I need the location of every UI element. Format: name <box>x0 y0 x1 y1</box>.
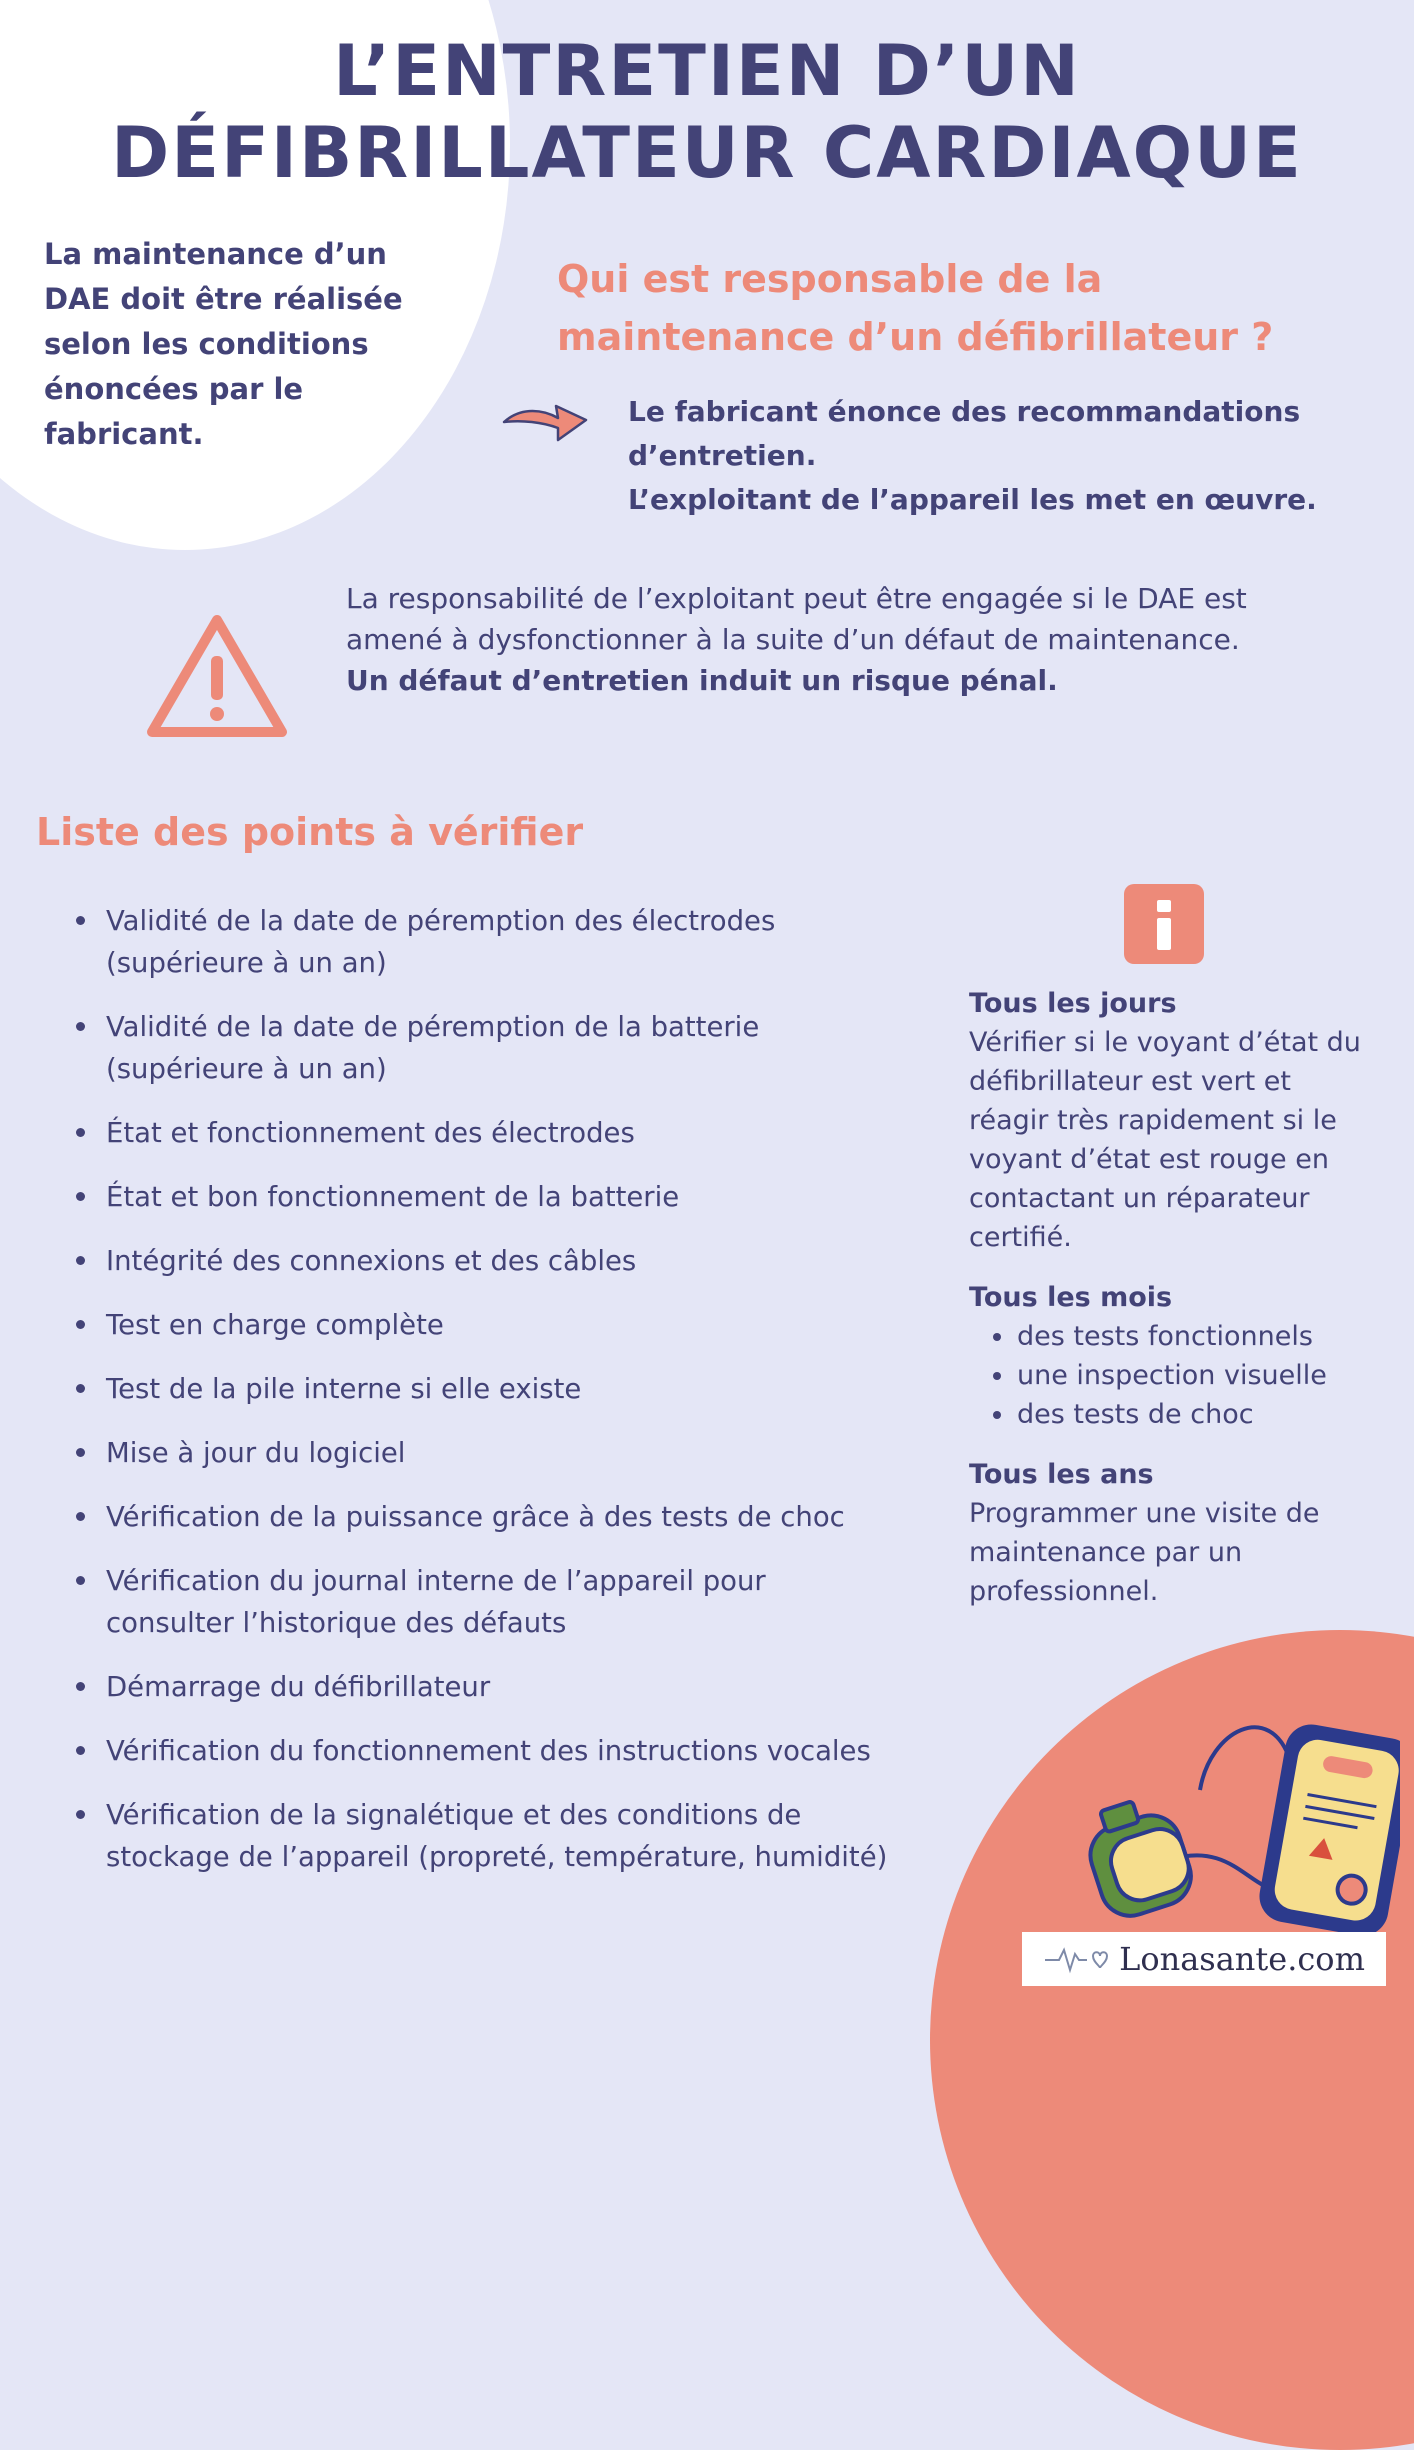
title-line-2: DÉFIBRILLATEUR CARDIAQUE <box>111 112 1303 194</box>
list-item: État et fonctionnement des électrodes <box>70 1112 900 1154</box>
curved-arrow-icon <box>500 396 590 444</box>
list-item: Validité de la date de péremption des électrodes (supérieure à un an) <box>70 900 900 984</box>
responsibility-heading: Qui est responsable de la maintenance d’un défibrillateur ? <box>557 257 1274 359</box>
logo-text: Lonasante.com <box>1119 1940 1365 1978</box>
responsibility-answer <box>628 390 1388 522</box>
warning-bold: Un défaut d’entretien induit un risque pénal. <box>346 664 1058 697</box>
answer-line-1: Le fabricant énonce des recommandations d’entretien. <box>628 395 1301 472</box>
heartbeat-icon <box>1043 1942 1113 1976</box>
list-item: Démarrage du défibrillateur <box>70 1666 900 1708</box>
answer-line-2: L’exploitant de l’appareil les met en œuvre. <box>628 483 1317 516</box>
defibrillator-illustration-icon <box>1080 1690 1400 1960</box>
list-item: des tests de choc <box>969 1395 1369 1434</box>
yearly-heading: Tous les ans <box>969 1459 1154 1490</box>
checklist <box>70 900 900 1900</box>
brand-logo <box>1022 1932 1386 1986</box>
list-item: Intégrité des connexions et des câbles <box>70 1240 900 1282</box>
list-item: Validité de la date de péremption de la batterie (supérieure à un an) <box>70 1006 900 1090</box>
list-item: Vérification de la signalétique et des conditions de stockage de l’appareil (propreté, température, humidité) <box>70 1794 900 1878</box>
list-item: État et bon fonctionnement de la batterie <box>70 1176 900 1218</box>
title-line-1: L’ENTRETIEN D’UN <box>333 30 1081 112</box>
list-item: Test en charge complète <box>70 1304 900 1346</box>
warning-text: La responsabilité de l’exploitant peut être engagée si le DAE est amené à dysfonctionner à la suite d’un défaut de maintenance. <box>346 582 1247 656</box>
list-item: Vérification de la puissance grâce à des tests de choc <box>70 1496 900 1538</box>
page-title <box>0 30 1414 194</box>
daily-text: Vérifier si le voyant d’état du défibrillateur est vert et réagir très rapidement si le voyant d’état est rouge en contactant un réparateur certifié. <box>969 1027 1361 1253</box>
monthly-list <box>969 1317 1369 1434</box>
list-item: des tests fonctionnels <box>969 1317 1369 1356</box>
intro-text: La maintenance d’un DAE doit être réalisée selon les conditions énoncées par le fabricant. <box>44 237 403 451</box>
checklist-heading: Liste des points à vérifier <box>36 810 584 854</box>
list-item: Vérification du journal interne de l’appareil pour consulter l’historique des défauts <box>70 1560 900 1644</box>
monthly-heading: Tous les mois <box>969 1282 1173 1313</box>
list-item: Mise à jour du logiciel <box>70 1432 900 1474</box>
warning-triangle-icon <box>142 610 292 740</box>
maintenance-schedule <box>969 985 1369 1633</box>
list-item: une inspection visuelle <box>969 1356 1369 1395</box>
yearly-text: Programmer une visite de maintenance par un professionnel. <box>969 1498 1320 1607</box>
warning-block <box>346 578 1276 701</box>
list-item: Vérification du fonctionnement des instructions vocales <box>70 1730 900 1772</box>
info-icon <box>1124 884 1204 964</box>
daily-heading: Tous les jours <box>969 988 1177 1019</box>
list-item: Test de la pile interne si elle existe <box>70 1368 900 1410</box>
